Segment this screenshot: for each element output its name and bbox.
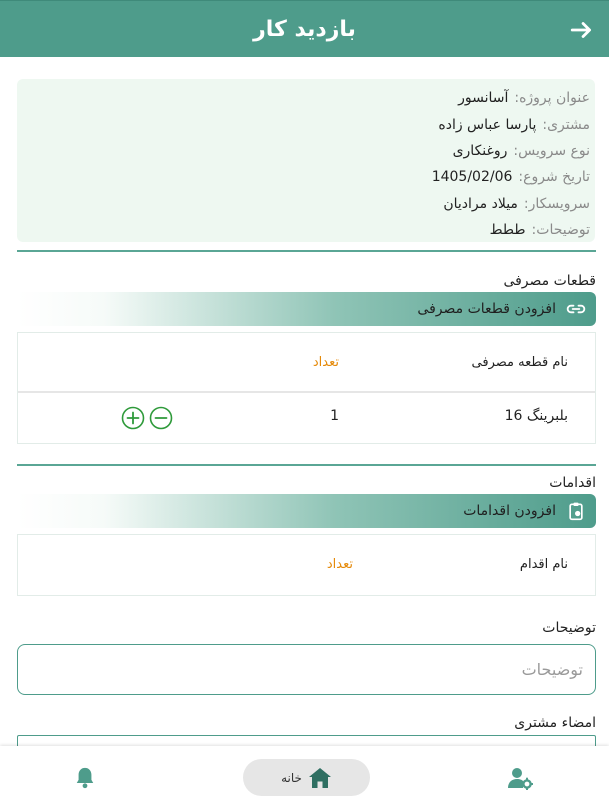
info-key: مشتری:	[542, 116, 590, 133]
link-icon	[566, 299, 586, 319]
info-key: توضیحات:	[531, 222, 590, 239]
part-count-cell: 1	[330, 408, 339, 424]
notes-input[interactable]	[17, 644, 596, 695]
info-key: عنوان پروژه:	[514, 90, 590, 107]
add-parts-label: افزودن قطعات مصرفی	[417, 301, 556, 317]
actions-col-name: نام اقدام	[519, 557, 568, 572]
parts-table-header	[18, 333, 595, 393]
parts-table	[17, 332, 596, 444]
user-settings-icon[interactable]	[507, 766, 533, 790]
minus-circle-icon[interactable]	[149, 406, 173, 430]
info-row-project	[27, 85, 590, 111]
info-row-description	[27, 217, 590, 243]
job-info-card	[17, 79, 595, 242]
plus-circle-icon[interactable]	[121, 406, 145, 430]
divider	[17, 250, 596, 252]
info-value: 1405/02/06	[431, 169, 513, 186]
parts-col-name: نام قطعه مصرفی	[471, 355, 568, 370]
actions-table-header	[18, 535, 595, 595]
home-icon	[308, 767, 332, 789]
info-row-start-date	[27, 164, 590, 190]
notes-label: توضیحات	[542, 620, 596, 636]
info-key: تاریخ شروع:	[518, 169, 590, 186]
parts-col-count: تعداد	[312, 355, 339, 370]
actions-col-count: تعداد	[326, 557, 353, 572]
info-key: سرویسکار:	[523, 195, 590, 212]
bottom-nav	[0, 746, 609, 802]
add-actions-button[interactable]	[17, 494, 596, 528]
info-value: پارسا عباس زاده	[438, 116, 537, 133]
info-value: میلاد مرادیان	[443, 195, 518, 212]
info-value: ططط	[489, 222, 526, 239]
add-parts-button[interactable]	[17, 292, 596, 326]
info-value: آسانسور	[458, 90, 509, 107]
info-row-customer	[27, 111, 590, 137]
app-header	[0, 0, 609, 57]
signature-label: امضاء مشتری	[514, 715, 596, 731]
add-actions-label: افزودن اقدامات	[463, 503, 556, 519]
info-key: نوع سرویس:	[513, 142, 590, 159]
page-title: بازدید کار	[253, 16, 356, 42]
info-row-technician	[27, 191, 590, 217]
actions-section-title: اقدامات	[549, 475, 596, 491]
part-name-cell: بلبرینگ 16	[504, 408, 568, 424]
home-label: خانه	[281, 770, 302, 785]
parts-section-title: قطعات مصرفی	[503, 273, 596, 289]
info-value: روغنکاری	[452, 142, 508, 159]
home-nav-button[interactable]	[243, 759, 370, 796]
actions-table	[17, 534, 596, 596]
quantity-stepper	[121, 406, 173, 430]
info-row-service-type	[27, 138, 590, 164]
bell-icon[interactable]	[74, 766, 96, 790]
clipboard-icon	[566, 501, 586, 521]
arrow-right-icon[interactable]	[569, 17, 595, 43]
table-row	[18, 393, 595, 441]
divider	[17, 464, 596, 466]
